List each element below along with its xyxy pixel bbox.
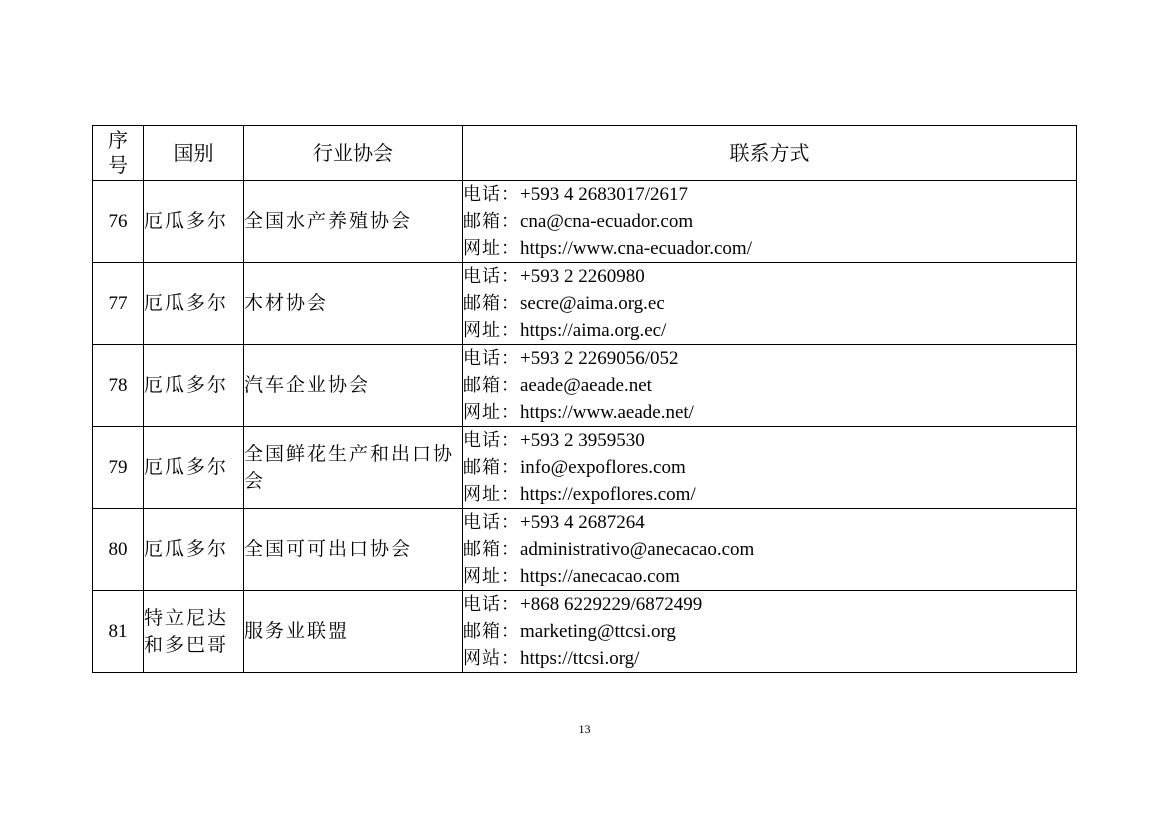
contact-email-label: 邮箱：: [463, 457, 520, 478]
association-table: [92, 125, 1077, 673]
row-country: 厄瓜多尔: [144, 345, 244, 427]
row-association: 全国可可出口协会: [244, 509, 463, 591]
header-country: 国别: [144, 126, 244, 181]
table-row: [93, 181, 1077, 263]
contact-phone-label: 电话：: [463, 512, 520, 533]
table-row: [93, 591, 1077, 673]
contact-email-label: 邮箱：: [463, 293, 520, 314]
contact-email: [463, 372, 1076, 399]
contact-website-value[interactable]: https://aima.org.ec/: [520, 320, 667, 341]
header-serial-number: 序号: [93, 126, 144, 181]
contact-phone-label: 电话：: [463, 430, 520, 451]
row-association: 全国鲜花生产和出口协会: [244, 427, 463, 509]
contact-website-value[interactable]: https://ttcsi.org/: [520, 648, 640, 669]
contact-email: [463, 618, 1076, 645]
row-contact: [463, 263, 1077, 345]
contact-email-label: 邮箱：: [463, 539, 520, 560]
contact-website: [463, 563, 1076, 590]
contact-phone-value: +593 2 2269056/052: [520, 348, 679, 369]
header-association: 行业协会: [244, 126, 463, 181]
contact-email-label: 邮箱：: [463, 211, 520, 232]
contact-phone: [463, 263, 1076, 290]
contact-email: [463, 290, 1076, 317]
table-row: [93, 345, 1077, 427]
contact-phone: [463, 181, 1076, 208]
contact-phone-value: +593 2 3959530: [520, 430, 645, 451]
contact-email: [463, 208, 1076, 235]
contact-website-label: 网址：: [463, 402, 520, 423]
row-contact: [463, 345, 1077, 427]
table-header-row: [93, 126, 1077, 181]
contact-phone-label: 电话：: [463, 184, 520, 205]
contact-phone: [463, 345, 1076, 372]
contact-email-value[interactable]: administrativo@anecacao.com: [520, 539, 755, 560]
contact-email-label: 邮箱：: [463, 375, 520, 396]
page-number: 13: [578, 722, 591, 736]
row-contact: [463, 427, 1077, 509]
row-number: 81: [93, 591, 144, 673]
contact-website: [463, 235, 1076, 262]
contact-website-value[interactable]: https://expoflores.com/: [520, 484, 696, 505]
contact-phone-value: +593 4 2687264: [520, 512, 645, 533]
row-contact: [463, 181, 1077, 263]
contact-website-label: 网站：: [463, 648, 520, 669]
row-number: 80: [93, 509, 144, 591]
row-number: 76: [93, 181, 144, 263]
row-number: 79: [93, 427, 144, 509]
contact-website: [463, 399, 1076, 426]
contact-email-value[interactable]: secre@aima.org.ec: [520, 293, 665, 314]
contact-email-value[interactable]: info@expoflores.com: [520, 457, 686, 478]
row-association: 服务业联盟: [244, 591, 463, 673]
row-country: 厄瓜多尔: [144, 427, 244, 509]
row-number: 78: [93, 345, 144, 427]
table-row: [93, 509, 1077, 591]
contact-email-value[interactable]: marketing@ttcsi.org: [520, 621, 676, 642]
table-row: [93, 263, 1077, 345]
contact-phone-value: +868 6229229/6872499: [520, 594, 703, 615]
contact-website: [463, 481, 1076, 508]
row-contact: [463, 591, 1077, 673]
contact-phone: [463, 591, 1076, 618]
contact-website-label: 网址：: [463, 320, 520, 341]
contact-phone-label: 电话：: [463, 266, 520, 287]
contact-website-value[interactable]: https://www.aeade.net/: [520, 402, 694, 423]
contact-email-value[interactable]: aeade@aeade.net: [520, 375, 652, 396]
contact-website-label: 网址：: [463, 566, 520, 587]
contact-website-value[interactable]: https://www.cna-ecuador.com/: [520, 238, 752, 259]
contact-website-label: 网址：: [463, 484, 520, 505]
contact-phone-value: +593 2 2260980: [520, 266, 645, 287]
row-country: 特立尼达和多巴哥: [144, 591, 244, 673]
row-association: 全国水产养殖协会: [244, 181, 463, 263]
header-contact: 联系方式: [463, 126, 1077, 181]
contact-phone-value: +593 4 2683017/2617: [520, 184, 688, 205]
contact-email-value[interactable]: cna@cna-ecuador.com: [520, 211, 694, 232]
contact-website: [463, 317, 1076, 344]
contact-phone: [463, 509, 1076, 536]
row-association: 汽车企业协会: [244, 345, 463, 427]
table-row: [93, 427, 1077, 509]
row-association: 木材协会: [244, 263, 463, 345]
row-number: 77: [93, 263, 144, 345]
contact-website: [463, 645, 1076, 672]
row-country: 厄瓜多尔: [144, 509, 244, 591]
contact-email: [463, 536, 1076, 563]
row-country: 厄瓜多尔: [144, 181, 244, 263]
contact-website-value[interactable]: https://anecacao.com: [520, 566, 680, 587]
contact-email-label: 邮箱：: [463, 621, 520, 642]
contact-phone-label: 电话：: [463, 594, 520, 615]
contact-website-label: 网址：: [463, 238, 520, 259]
row-country: 厄瓜多尔: [144, 263, 244, 345]
row-contact: [463, 509, 1077, 591]
contact-phone-label: 电话：: [463, 348, 520, 369]
contact-email: [463, 454, 1076, 481]
contact-phone: [463, 427, 1076, 454]
